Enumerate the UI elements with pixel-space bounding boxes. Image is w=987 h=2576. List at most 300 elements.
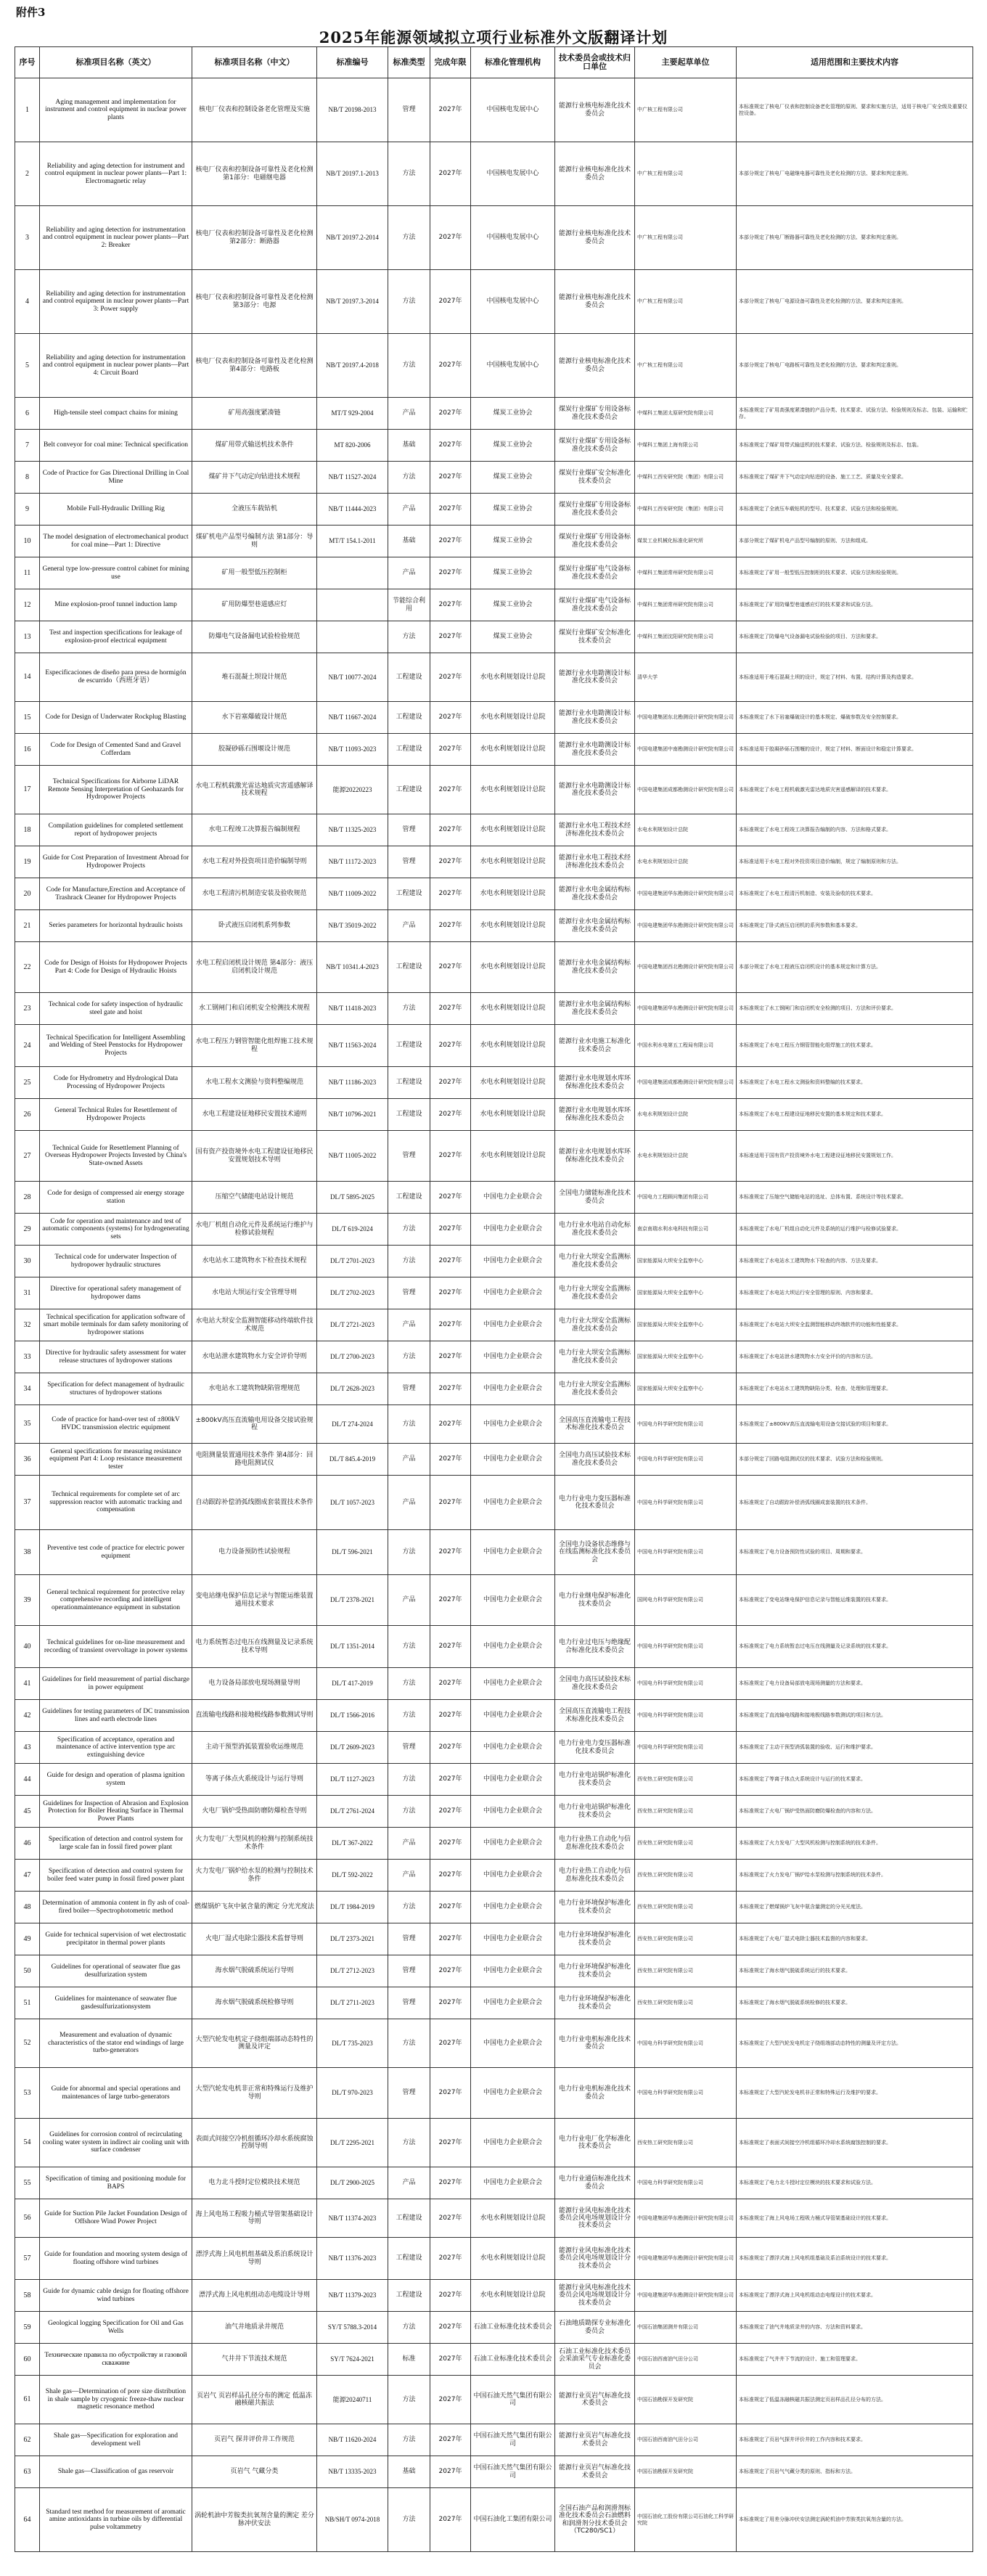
row-number: 60 [15, 2344, 40, 2376]
english-title: General specifications for measuring resistance equipment Part 4: Loop resistance measurement tester [40, 1444, 192, 1476]
table-row [15, 1764, 973, 1796]
management-org: 中国核电发展中心 [471, 78, 555, 142]
drafting-unit: 中广核工程有限公司 [635, 334, 737, 398]
technical-committee: 煤炭行业煤矿专用设备标准化技术委员会 [555, 526, 635, 557]
technical-committee: 能源行业水电金属结构标准化技术委员会 [555, 878, 635, 910]
management-org: 中国石油天然气集团有限公司 [471, 2376, 555, 2424]
standard-code: DL/T 2609-2023 [317, 1732, 388, 1764]
standard-type: 节能综合利用 [388, 589, 430, 621]
management-org: 水电水利规划设计总院 [471, 993, 555, 1025]
english-title: Code for Manufacture,Erection and Acceptance of Trashrack Cleaner for Hydropower Projects [40, 878, 192, 910]
standard-type: 方法 [388, 2019, 430, 2068]
standard-type: 工程建设 [388, 942, 430, 993]
standard-type: 方法 [388, 1530, 430, 1575]
standard-code: DL/T 2711-2023 [317, 1987, 388, 2019]
standard-code: NB/T 20198-2013 [317, 78, 388, 142]
scope-content: 本标准规定了海水烟气脱硫系统运行的技术要求。 [737, 1955, 973, 1987]
standard-type: 基础 [388, 2456, 430, 2488]
standard-code: MT/T 929-2004 [317, 398, 388, 430]
management-org: 水电水利规划设计总院 [471, 702, 555, 734]
standard-code: DL/T 596-2021 [317, 1530, 388, 1575]
standard-type: 产品 [388, 2167, 430, 2199]
scope-content: 本标准适用于堆石混凝土坝的设计，规定了材料、布置、结构计算及构造要求。 [737, 653, 973, 702]
row-number: 3 [15, 206, 40, 270]
chinese-title: 自动跟踪补偿消弧线圈成套装置技术条件 [192, 1476, 317, 1530]
standard-code: NB/T 11374-2023 [317, 2199, 388, 2238]
table-row [15, 702, 973, 734]
table-row [15, 1575, 973, 1626]
attachment-label: 附件3 [16, 6, 46, 19]
english-title: Guide for Suction Pile Jacket Foundation Design of Offshore Wind Power Project [40, 2199, 192, 2238]
completion-year: 2027年 [430, 398, 471, 430]
chinese-title: 矿用一般型低压控制柜 [192, 557, 317, 589]
standard-code: DL/T 592-2022 [317, 1860, 388, 1892]
scope-content: 本标准规定了矿用防爆型巷道感应灯的技术要求和试验方法。 [737, 589, 973, 621]
row-number: 13 [15, 621, 40, 653]
table-row [15, 1131, 973, 1182]
chinese-title: 电力系统暂态过电压在线测量及记录系统技术导则 [192, 1626, 317, 1668]
standard-type: 方法 [388, 2312, 430, 2344]
header-cell: 主要起草单位 [635, 47, 737, 78]
completion-year: 2027年 [430, 653, 471, 702]
drafting-unit: 中国电建集团成都勘测设计研究院有限公司 [635, 1067, 737, 1099]
chinese-title: 核电厂仪表和控制设备老化管理及实施 [192, 78, 317, 142]
completion-year: 2027年 [430, 1955, 471, 1987]
table-row [15, 1923, 973, 1955]
standard-type: 方法 [388, 2488, 430, 2552]
drafting-unit: 水电水利规划设计总院 [635, 846, 737, 878]
standard-code: NB/T 20197.1-2013 [317, 142, 388, 206]
completion-year: 2027年 [430, 1131, 471, 1182]
standard-type: 基础 [388, 430, 430, 462]
table-row [15, 1892, 973, 1923]
row-number: 31 [15, 1277, 40, 1309]
table-row [15, 734, 973, 766]
scope-content: 本标准规定了电力系统暂态过电压在线测量及记录系统的技术要求。 [737, 1626, 973, 1668]
standard-type: 方法 [388, 1405, 430, 1444]
chinese-title: 海水烟气脱硫系统运行导则 [192, 1955, 317, 1987]
technical-committee: 能源行业水电规划水库环保标准化技术委员会 [555, 1067, 635, 1099]
drafting-unit: 国网电力科学研究院有限公司 [635, 1575, 737, 1626]
english-title: Shale gas—Specification for exploration and development well [40, 2424, 192, 2456]
english-title: Guide for Cost Preparation of Investment Abroad for Hydropower Projects [40, 846, 192, 878]
scope-content: 本标准规定了核电厂仪表和控制设备老化管理的原则、要求和实施方法，适用于核电厂安全级及重要仪控设备。 [737, 78, 973, 142]
management-org: 水电水利规划设计总院 [471, 2238, 555, 2280]
row-number: 30 [15, 1246, 40, 1277]
scope-content: 本标准规定了水电站大坝安全监测智能移动终端软件的功能和性能要求。 [737, 1309, 973, 1341]
row-number: 47 [15, 1860, 40, 1892]
header-cell: 完成年限 [430, 47, 471, 78]
standard-code: NB/T 11325-2023 [317, 814, 388, 846]
management-org: 中国电力企业联合会 [471, 1732, 555, 1764]
standard-type: 产品 [388, 1575, 430, 1626]
row-number: 18 [15, 814, 40, 846]
technical-committee: 煤炭行业煤矿专用设备标准化技术委员会 [555, 430, 635, 462]
drafting-unit: 中国电力科学研究院有限公司 [635, 1444, 737, 1476]
management-org: 中国电力企业联合会 [471, 1828, 555, 1860]
drafting-unit: 西安热工研究院有限公司 [635, 1764, 737, 1796]
english-title: Mine explosion-proof tunnel induction lamp [40, 589, 192, 621]
management-org: 水电水利规划设计总院 [471, 878, 555, 910]
chinese-title: 水电工程启闭机设计规范 第4部分：液压启闭机设计规范 [192, 942, 317, 993]
standard-type: 工程建设 [388, 2238, 430, 2280]
standard-code: DL/T 2712-2023 [317, 1955, 388, 1987]
technical-committee: 能源行业水电金属结构标准化技术委员会 [555, 910, 635, 942]
drafting-unit: 中煤科工集团常州研究院有限公司 [635, 589, 737, 621]
standard-type: 方法 [388, 2376, 430, 2424]
header-cell: 标准项目名称（中文） [192, 47, 317, 78]
chinese-title: 页岩气 探井评价井工作规范 [192, 2424, 317, 2456]
completion-year: 2027年 [430, 2424, 471, 2456]
chinese-title: 页岩气 页岩样品孔径分布的测定 低温冻融核磁共振法 [192, 2376, 317, 2424]
standard-type: 方法 [388, 1764, 430, 1796]
table-row [15, 1341, 973, 1373]
drafting-unit: 南京南瑞水利水电科技有限公司 [635, 1214, 737, 1246]
management-org: 水电水利规划设计总院 [471, 653, 555, 702]
chinese-title: 全液压车载钻机 [192, 494, 317, 526]
chinese-title: 水电站水工建筑物缺陷管理规范 [192, 1373, 317, 1405]
technical-committee: 电力行业电机标准化技术委员会 [555, 2068, 635, 2119]
drafting-unit: 中国电力工程顾问集团有限公司 [635, 1182, 737, 1214]
standard-code: NB/T 11186-2023 [317, 1067, 388, 1099]
standard-code: DL/T 2761-2024 [317, 1796, 388, 1828]
completion-year: 2027年 [430, 1860, 471, 1892]
completion-year: 2027年 [430, 766, 471, 814]
chinese-title: 燃煤锅炉飞灰中氨含量的测定 分光光度法 [192, 1892, 317, 1923]
drafting-unit: 中国电力科学研究院有限公司 [635, 1405, 737, 1444]
chinese-title: 核电厂仪表和控制设备可靠性及老化检测 第3部分：电源 [192, 270, 317, 334]
scope-content: 本标准规定了水电工程水文测验和资料整编的技术要求。 [737, 1067, 973, 1099]
standard-type: 管理 [388, 78, 430, 142]
standard-type: 工程建设 [388, 1182, 430, 1214]
scope-content: 本标准规定了电力设备局部放电现场测量的方法和要求。 [737, 1668, 973, 1700]
standard-code [317, 621, 388, 653]
drafting-unit: 中国水利水电第五工程局有限公司 [635, 1025, 737, 1067]
english-title: Reliability and aging detection for instrumentation and control equipment in nuclear power plants—Part 4: Circuit Board [40, 334, 192, 398]
standard-code: DL/T 5895-2025 [317, 1182, 388, 1214]
completion-year: 2027年 [430, 78, 471, 142]
english-title: Guidelines for testing parameters of DC transmission lines and earth electrode lines [40, 1700, 192, 1732]
header-cell: 标准类型 [388, 47, 430, 78]
scope-content: 本标准规定了火力发电厂锅炉给水泵检测与控制系统的技术条件。 [737, 1860, 973, 1892]
drafting-unit: 中国电建集团西北勘测设计研究院有限公司 [635, 942, 737, 993]
technical-committee: 能源行业水电工程技术经济标准化技术委员会 [555, 814, 635, 846]
standard-type: 工程建设 [388, 2199, 430, 2238]
technical-committee: 电力行业电厂化学标准化技术委员会 [555, 2119, 635, 2167]
table-row [15, 2376, 973, 2424]
drafting-unit: 中煤科工集团太原研究院有限公司 [635, 398, 737, 430]
row-number: 9 [15, 494, 40, 526]
drafting-unit: 水电水利规划设计总院 [635, 1099, 737, 1131]
chinese-title: 主动干预型消弧装置验收运维规范 [192, 1732, 317, 1764]
english-title: Shale gas—Determination of pore size distribution in shale sample by cryogenic freeze-thaw nuclear magnetic resonance method [40, 2376, 192, 2424]
completion-year: 2027年 [430, 1987, 471, 2019]
row-number: 45 [15, 1796, 40, 1828]
technical-committee: 能源行业水电施工标准化技术委员会 [555, 1025, 635, 1067]
row-number: 41 [15, 1668, 40, 1700]
table-row [15, 993, 973, 1025]
table-row [15, 2456, 973, 2488]
scope-content: 本部分规定了核电厂电磁继电器可靠性及老化检测的方法、要求和判定准则。 [737, 142, 973, 206]
standard-type: 工程建设 [388, 702, 430, 734]
standard-type: 方法 [388, 1892, 430, 1923]
english-title: Code of Practice for Gas Directional Drilling in Coal Mine [40, 462, 192, 494]
table-row [15, 1860, 973, 1892]
table-row [15, 878, 973, 910]
chinese-title: 电阻测量装置通用技术条件 第4部分：回路电阻测试仪 [192, 1444, 317, 1476]
completion-year: 2027年 [430, 2167, 471, 2199]
technical-committee: 电力行业热工自动化与信息标准化技术委员会 [555, 1828, 635, 1860]
management-org: 中国电力企业联合会 [471, 1309, 555, 1341]
scope-content: 本标准规定了水电工程竣工决算报告编制的内容、方法和格式要求。 [737, 814, 973, 846]
management-org: 水电水利规划设计总院 [471, 814, 555, 846]
translation-plan-table [15, 46, 973, 2552]
technical-committee: 电力行业大坝安全监测标准化技术委员会 [555, 1309, 635, 1341]
row-number: 59 [15, 2312, 40, 2344]
standard-code: DL/T 1566-2016 [317, 1700, 388, 1732]
row-number: 51 [15, 1987, 40, 2019]
drafting-unit: 国家能源局大坝安全监察中心 [635, 1373, 737, 1405]
table-row [15, 2238, 973, 2280]
scope-content: 本标准规定了气井井下节流的设计、施工和管理要求。 [737, 2344, 973, 2376]
english-title: General type low-pressure control cabinet for mining use [40, 557, 192, 589]
drafting-unit: 中国电建集团中南勘测设计研究院有限公司 [635, 734, 737, 766]
scope-content: 本标准规定了水工钢闸门和启闭机安全检测的项目、方法和评价要求。 [737, 993, 973, 1025]
chinese-title: 水电工程竣工决算报告编制规程 [192, 814, 317, 846]
row-number: 21 [15, 910, 40, 942]
technical-committee: 能源行业核电标准化技术委员会 [555, 142, 635, 206]
chinese-title: 直流输电线路和接地极线路参数测试导则 [192, 1700, 317, 1732]
technical-committee: 电力行业环境保护标准化技术委员会 [555, 1892, 635, 1923]
row-number: 58 [15, 2280, 40, 2312]
row-number: 16 [15, 734, 40, 766]
english-title: Especificaciones de diseño para presa de hormigón de escurrido（西班牙语） [40, 653, 192, 702]
row-number: 6 [15, 398, 40, 430]
standard-type: 方法 [388, 1214, 430, 1246]
english-title: Specification of detection and control system for large scale fan in fossil fired power plant [40, 1828, 192, 1860]
standard-code: DL/T 417-2019 [317, 1668, 388, 1700]
scope-content: 本标准规定了燃煤锅炉飞灰中氨含量测定的分光光度法。 [737, 1892, 973, 1923]
standard-code: SY/T 5788.3-2014 [317, 2312, 388, 2344]
chinese-title: 水电工程机载激光雷达地质灾害遥感解译技术规程 [192, 766, 317, 814]
chinese-title: 水电工程压力钢管智能化组焊施工技术规程 [192, 1025, 317, 1067]
table-row [15, 142, 973, 206]
completion-year: 2027年 [430, 142, 471, 206]
english-title: Guidelines for operational of seawater flue gas desulfurization system [40, 1955, 192, 1987]
table-row [15, 1309, 973, 1341]
standard-type: 方法 [388, 993, 430, 1025]
table-row [15, 814, 973, 846]
management-org: 中国电力企业联合会 [471, 1923, 555, 1955]
management-org: 中国电力企业联合会 [471, 1530, 555, 1575]
completion-year: 2027年 [430, 1700, 471, 1732]
completion-year: 2027年 [430, 1099, 471, 1131]
standard-type: 方法 [388, 1626, 430, 1668]
drafting-unit: 西安热工研究院有限公司 [635, 1796, 737, 1828]
english-title: Technical Guide for Resettlement Planning of Overseas Hydropower Projects Invested by China's State-owned Assets [40, 1131, 192, 1182]
management-org: 中国电力企业联合会 [471, 1955, 555, 1987]
technical-committee: 电力行业环境保护标准化技术委员会 [555, 1955, 635, 1987]
chinese-title: 水下岩塞爆破设计规范 [192, 702, 317, 734]
completion-year: 2027年 [430, 206, 471, 270]
technical-committee: 电力行业水电站自动化标准化技术委员会 [555, 1214, 635, 1246]
completion-year: 2027年 [430, 942, 471, 993]
technical-committee: 电力行业电站锅炉标准化技术委员会 [555, 1796, 635, 1828]
row-number: 42 [15, 1700, 40, 1732]
technical-committee: 能源行业水电工程技术经济标准化技术委员会 [555, 846, 635, 878]
technical-committee: 全国电力储能标准化技术委员会 [555, 1182, 635, 1214]
standard-type: 管理 [388, 1732, 430, 1764]
completion-year: 2027年 [430, 2312, 471, 2344]
scope-content: 本标准规定了火电厂湿式电除尘器技术监督的内容和要求。 [737, 1923, 973, 1955]
row-number: 26 [15, 1099, 40, 1131]
chinese-title: 水电厂机组自动化元件及系统运行维护与检修试验规程 [192, 1214, 317, 1246]
standard-type: 管理 [388, 1987, 430, 2019]
table-row [15, 942, 973, 993]
chinese-title: 煤矿用带式输送机技术条件 [192, 430, 317, 462]
standard-code: NB/T 10341.4-2023 [317, 942, 388, 993]
scope-content: 本标准规定了电力北斗授时定位模块的技术要求和试验方法。 [737, 2167, 973, 2199]
management-org: 中国电力企业联合会 [471, 1246, 555, 1277]
management-org: 中国电力企业联合会 [471, 2167, 555, 2199]
completion-year: 2027年 [430, 1246, 471, 1277]
completion-year: 2027年 [430, 1373, 471, 1405]
drafting-unit: 国家能源局大坝安全监察中心 [635, 1246, 737, 1277]
table-row [15, 1405, 973, 1444]
standard-code [317, 557, 388, 589]
drafting-unit: 中广核工程有限公司 [635, 270, 737, 334]
technical-committee: 能源行业水电规划水库环保标准化技术委员会 [555, 1099, 635, 1131]
chinese-title: ±800kV高压直流输电用设备交接试验规程 [192, 1405, 317, 1444]
english-title: Determination of ammonia content in fly ash of coal-fired boiler—Spectrophotometric method [40, 1892, 192, 1923]
technical-committee: 全国高压直流输电工程技术标准化技术委员会 [555, 1405, 635, 1444]
table-row [15, 2068, 973, 2119]
chinese-title: 变电站继电保护信息记录与智能运维装置通用技术要求 [192, 1575, 317, 1626]
scope-content: 本标准适用于水电工程对外投资项目造价编制，规定了编制原则和方法。 [737, 846, 973, 878]
table-row [15, 2119, 973, 2167]
drafting-unit: 水电水利规划设计总院 [635, 814, 737, 846]
row-number: 29 [15, 1214, 40, 1246]
table-row [15, 766, 973, 814]
standard-type: 方法 [388, 206, 430, 270]
technical-committee: 电力行业电力变压器标准化技术委员会 [555, 1476, 635, 1530]
completion-year: 2027年 [430, 1732, 471, 1764]
standard-code: DL/T 1351-2014 [317, 1626, 388, 1668]
standard-type: 管理 [388, 1277, 430, 1309]
table-row [15, 1955, 973, 1987]
standard-code: NB/T 11620-2024 [317, 2424, 388, 2456]
row-number: 10 [15, 526, 40, 557]
english-title: Guidelines for field measurement of partial discharge in power equipment [40, 1668, 192, 1700]
completion-year: 2027年 [430, 270, 471, 334]
management-org: 水电水利规划设计总院 [471, 734, 555, 766]
drafting-unit: 中煤科工西安研究院（集团）有限公司 [635, 462, 737, 494]
standard-type: 管理 [388, 846, 430, 878]
scope-content: 本标准规定了水电工程清污机制造、安装及验收的技术要求。 [737, 878, 973, 910]
english-title: Belt conveyor for coal mine: Technical specification [40, 430, 192, 462]
scope-content: 本部分规定了核电厂电源设备可靠性及老化检测的方法、要求和判定准则。 [737, 270, 973, 334]
chinese-title: 火电厂锅炉受热面防磨防爆检查导则 [192, 1796, 317, 1828]
table-row [15, 1025, 973, 1067]
drafting-unit: 中广核工程有限公司 [635, 142, 737, 206]
table-row [15, 334, 973, 398]
management-org: 水电水利规划设计总院 [471, 1025, 555, 1067]
technical-committee: 电力行业电机标准化技术委员会 [555, 2019, 635, 2068]
standard-code: MT/T 154.1-2011 [317, 526, 388, 557]
table-row [15, 2280, 973, 2312]
standard-type: 方法 [388, 621, 430, 653]
standard-code: NB/SH/T 0974-2018 [317, 2488, 388, 2552]
chinese-title: 水电工程清污机制造安装及验收规范 [192, 878, 317, 910]
row-number: 20 [15, 878, 40, 910]
row-number: 14 [15, 653, 40, 702]
drafting-unit: 中国电建集团成都勘测设计研究院有限公司 [635, 766, 737, 814]
drafting-unit: 中国石油勘探开发研究院 [635, 2456, 737, 2488]
english-title: Code for Hydrometry and Hydrological Data Processing of Hydropower Projects [40, 1067, 192, 1099]
chinese-title: 漂浮式海上风电机组动态电缆设计导则 [192, 2280, 317, 2312]
technical-committee: 电力行业过电压与绝缘配合标准化技术委员会 [555, 1626, 635, 1668]
standard-code: 能源20220223 [317, 766, 388, 814]
completion-year: 2027年 [430, 2238, 471, 2280]
management-org: 煤炭工业协会 [471, 462, 555, 494]
row-number: 64 [15, 2488, 40, 2552]
drafting-unit: 中国石油集团测井有限公司 [635, 2312, 737, 2344]
chinese-title: 水电工程对外投资项目造价编制导则 [192, 846, 317, 878]
chinese-title: 水电工程建设征地移民安置技术通则 [192, 1099, 317, 1131]
table-row [15, 846, 973, 878]
scope-content: 本标准规定了矿用一般型低压控制柜的技术要求、试验方法和检验规则。 [737, 557, 973, 589]
header-cell: 适用范围和主要技术内容 [737, 47, 973, 78]
technical-committee: 电力行业环境保护标准化技术委员会 [555, 1923, 635, 1955]
completion-year: 2027年 [430, 1575, 471, 1626]
standard-code: NB/T 11093-2023 [317, 734, 388, 766]
row-number: 24 [15, 1025, 40, 1067]
chinese-title: 火电厂湿式电除尘器技术监督导则 [192, 1923, 317, 1955]
chinese-title: 矿用高强度紧凑链 [192, 398, 317, 430]
completion-year: 2027年 [430, 993, 471, 1025]
standard-code: DL/T 2378-2021 [317, 1575, 388, 1626]
management-org: 中国电力企业联合会 [471, 1626, 555, 1668]
drafting-unit: 中国石油勘探开发研究院 [635, 2376, 737, 2424]
standard-type: 方法 [388, 270, 430, 334]
table-row [15, 1277, 973, 1309]
scope-content: 本标准规定了变电站继电保护信息记录与智能运维装置的技术要求。 [737, 1575, 973, 1626]
technical-committee: 电力行业大坝安全监测标准化技术委员会 [555, 1246, 635, 1277]
standard-type: 产品 [388, 1476, 430, 1530]
row-number: 19 [15, 846, 40, 878]
table-row [15, 589, 973, 621]
standard-code: NB/T 11009-2022 [317, 878, 388, 910]
row-number: 28 [15, 1182, 40, 1214]
completion-year: 2027年 [430, 2488, 471, 2552]
standard-code: DL/T 2702-2023 [317, 1277, 388, 1309]
management-org: 中国电力企业联合会 [471, 1373, 555, 1405]
completion-year: 2027年 [430, 557, 471, 589]
row-number: 5 [15, 334, 40, 398]
drafting-unit: 国家能源局大坝安全监察中心 [635, 1341, 737, 1373]
chinese-title: 火力发电厂大型风机的检测与控制系统技术条件 [192, 1828, 317, 1860]
scope-content: 本部分规定了回路电阻测试仪的技术要求、试验方法和检验规则。 [737, 1444, 973, 1476]
completion-year: 2027年 [430, 1764, 471, 1796]
standard-code: DL/T 2295-2021 [317, 2119, 388, 2167]
technical-committee: 全国电力高压试验技术标准化技术委员会 [555, 1444, 635, 1476]
technical-committee: 能源行业水电金属结构标准化技术委员会 [555, 942, 635, 993]
standard-type: 工程建设 [388, 766, 430, 814]
chinese-title: 国有资产投资境外水电工程建设征地移民安置规划技术导则 [192, 1131, 317, 1182]
table-row [15, 1099, 973, 1131]
chinese-title: 核电厂仪表和控制设备可靠性及老化检测 第1部分：电磁继电器 [192, 142, 317, 206]
standard-type: 管理 [388, 1955, 430, 1987]
